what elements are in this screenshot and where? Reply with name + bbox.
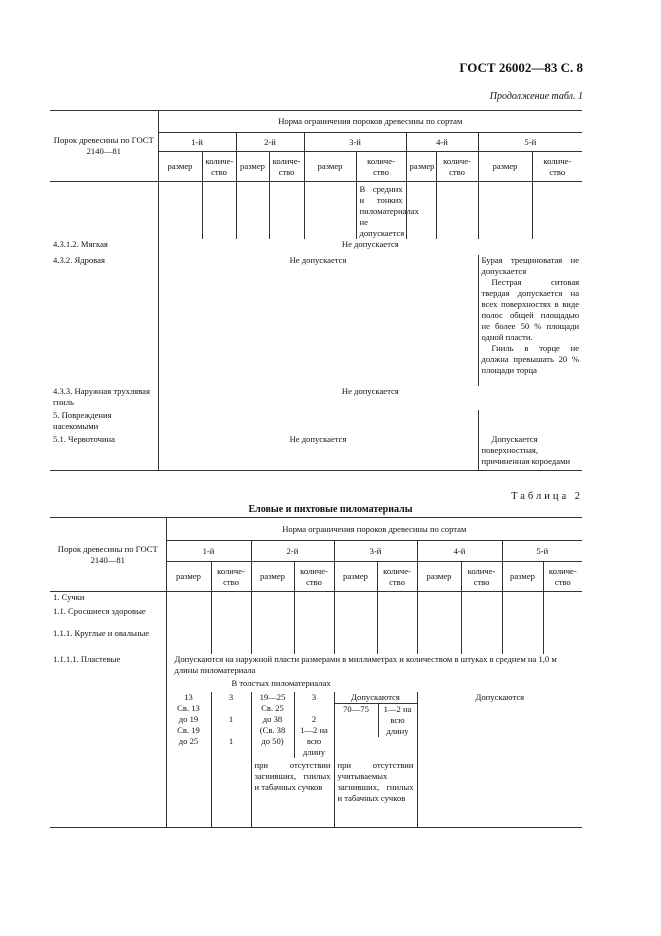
table-cell: при отсутствии загнивших, гнилых и табачных сучков [251, 758, 334, 828]
table-cell: В толстых пиломатериалах [166, 678, 582, 692]
subheader-count: количе- ство [202, 152, 236, 182]
grade-header-5: 5-й [478, 133, 582, 152]
table-cell: Допускаются [335, 692, 417, 704]
table-cell: 3 2 1—2 на всю длину [294, 692, 334, 758]
grade-header-3: 3-й [334, 541, 417, 562]
row-label: 4.3.3. Наружная трухлявая гниль [50, 386, 158, 410]
grade-header-4: 4-й [406, 133, 478, 152]
table-cell: Допускаются на наружной пласти размерами в миллиметрах и количеством в штуках в среднем на 1,0 м длины пиломатериала [166, 654, 582, 678]
grade-header-4: 4-й [417, 541, 502, 562]
table-cell: Не допускается [158, 434, 478, 470]
table-cell: при отсутствии учитываемых загнивших, гнилых и табачных сучков [334, 758, 417, 828]
table-cell: 1—2 на всю длину [378, 704, 417, 737]
subheader-count: количе- ство [356, 152, 406, 182]
grade-header-5: 5-й [502, 541, 582, 562]
row-label: 1. Сучки [50, 592, 166, 606]
subheader-size: размер [478, 152, 532, 182]
subheader-count: количе- ство [461, 562, 502, 592]
subheader-count: количе- ство [436, 152, 478, 182]
table-cell: 3 1 1 [211, 692, 251, 758]
grade-header-1: 1-й [158, 133, 236, 152]
page-header: ГОСТ 26002—83 С. 8 [459, 60, 583, 75]
column-header-defect: Порок древесины по ГОСТ 2140—81 [50, 111, 158, 182]
grade-header-2: 2-й [251, 541, 334, 562]
table-cell: Бурая трещиноватая не допускается [481, 255, 580, 276]
table-2-label: Таблица 2 [511, 491, 583, 502]
subheader-size: размер [251, 562, 294, 592]
row-label: 1.1.1. Круглые и овальные [50, 628, 166, 654]
subheader-count: количе- ство [294, 562, 334, 592]
subheader-count: количе- ство [211, 562, 251, 592]
table-cell: Допускается поверхностная, причиненная короедами [478, 434, 582, 470]
table-2 [50, 517, 582, 828]
row-label: 5. Повреждения насекомыми [50, 410, 158, 434]
row-label: 5.1. Червоточина [50, 434, 158, 470]
subheader-count: количе- ство [543, 562, 582, 592]
subheader-size: размер [502, 562, 543, 592]
column-header-norms: Норма ограничения пороков древесины по сортам [166, 518, 582, 541]
grade-header-3: 3-й [304, 133, 406, 152]
grade-header-2: 2-й [236, 133, 304, 152]
row-label: 4.3.2. Ядровая [50, 255, 158, 386]
table-cell: Не допускается [158, 255, 478, 386]
table-continuation-note: Продолжение табл. 1 [489, 91, 583, 102]
table-cell: Пестрая ситовая твердая допускается на всех поверхностях в виде полос общей площадью не более 50 % площади одной пласти. [481, 277, 580, 342]
table-1 [50, 110, 582, 471]
row-label: 1.1. Сросшиеся здоровые [50, 606, 166, 628]
subheader-size: размер [406, 152, 436, 182]
table-cell: Не допускается [158, 386, 582, 410]
subheader-size: размер [304, 152, 356, 182]
table-cell: 70—75 [343, 703, 369, 714]
grade-header-1: 1-й [166, 541, 251, 562]
table-cell: 19—25 Св. 25 до 38 (Св. 38 до 50) [251, 692, 294, 758]
subheader-size: размер [166, 562, 211, 592]
table-cell: Допускаются [417, 692, 582, 758]
column-header-norms: Норма ограничения пороков древесины по сортам [158, 111, 582, 133]
subheader-size: размер [236, 152, 269, 182]
subheader-count: количе- ство [377, 562, 417, 592]
subheader-count: количе- ство [532, 152, 582, 182]
table-cell: Гниль в торце не должна превышать 20 % площади торца [481, 343, 580, 375]
row-label: 1.1.1.1. Пластевые [50, 654, 166, 678]
table-cell: Не допускается [158, 239, 582, 255]
column-header-defect: Порок древесины по ГОСТ 2140—81 [50, 518, 166, 592]
table-2-title: Еловые и пихтовые пиломатериалы [248, 504, 413, 515]
subheader-size: размер [158, 152, 202, 182]
subheader-size: размер [417, 562, 461, 592]
table-cell: 13 Св. 13 до 19 Св. 19 до 25 [166, 692, 211, 758]
subheader-size: размер [334, 562, 377, 592]
table-cell: В средних и тонких пиломатериалах не допускается [356, 182, 406, 240]
subheader-count: количе- ство [269, 152, 304, 182]
row-label: 4.3.1.2. Мягкая [50, 239, 158, 255]
